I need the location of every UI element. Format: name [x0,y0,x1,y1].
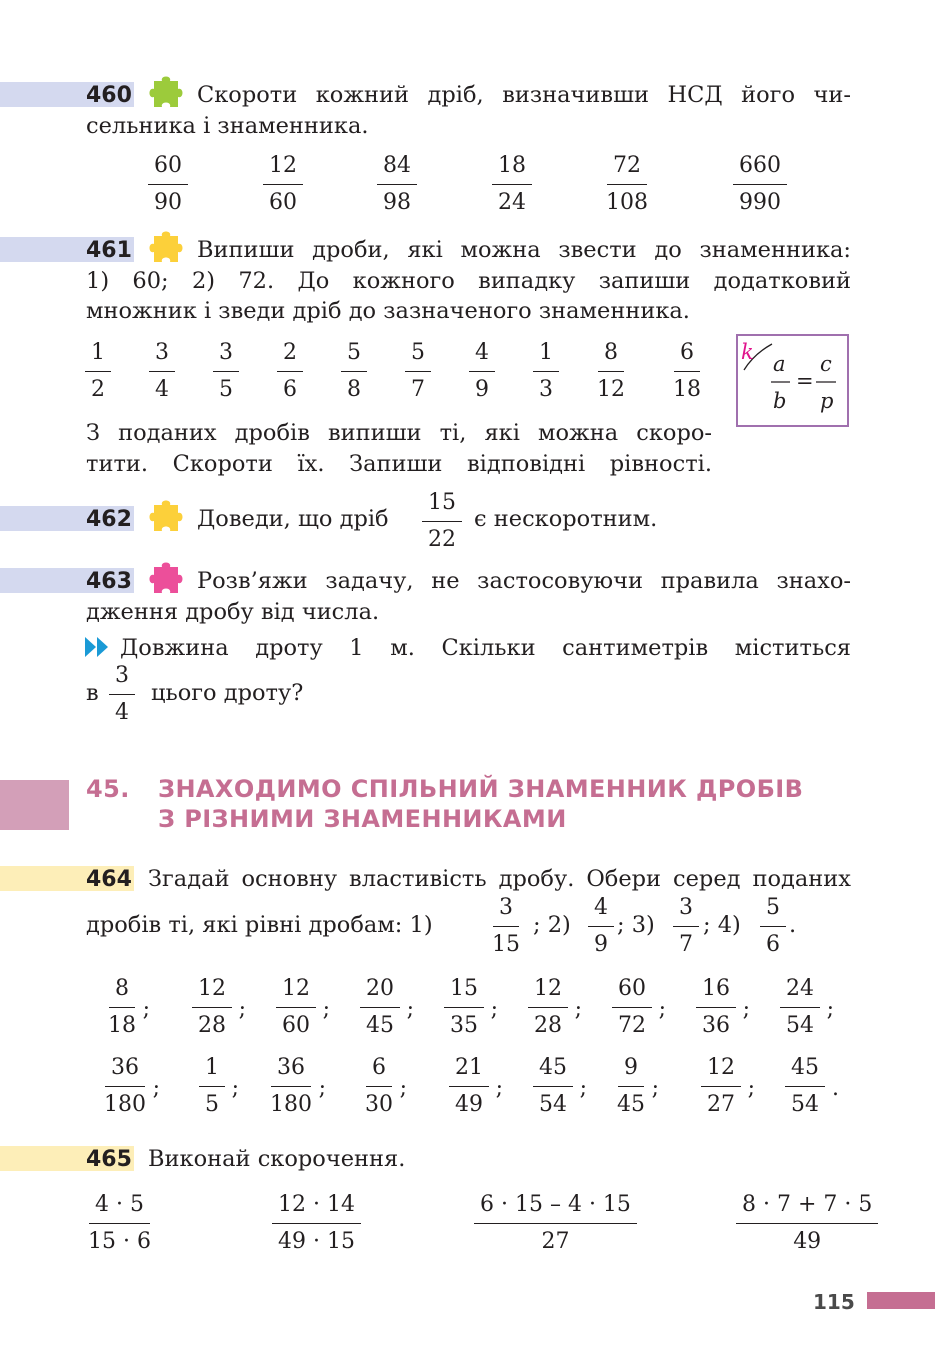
exercise-number: 465 [86,1147,132,1172]
separator: ; [399,1076,407,1101]
denominator: 8 [347,377,361,402]
fraction [263,151,303,218]
numerator: 3 [213,338,239,372]
denominator: 5 [219,377,233,402]
denominator: 36 [702,1013,730,1038]
section-title-line: З РІЗНИМИ ЗНАМЕННИКАМИ [158,805,567,833]
fraction [469,338,495,405]
numerator: 12 [701,1053,741,1087]
fraction [85,338,111,405]
numerator: 72 [607,151,647,185]
numerator: 60 [148,151,188,185]
page-number: 115 [813,1290,855,1314]
numerator: 20 [360,974,400,1008]
numerator: 8 [598,338,624,372]
numerator: 5 [341,338,367,372]
denominator: 27 [541,1229,570,1254]
numerator: 3 [109,661,135,695]
separator: ; 2) [533,912,571,938]
separator: ; [574,997,582,1022]
denominator: 54 [786,1013,814,1038]
fraction [405,338,431,405]
exercise-text: Згадай основну властивість дробу. Обери серед поданих [148,866,851,892]
fraction [785,1053,839,1120]
page-marker [867,1292,935,1309]
denominator: 9 [475,377,489,402]
green-puzzle-icon [146,75,186,115]
exercise-number: 461 [86,238,132,263]
fraction [492,151,532,218]
numerator: 36 [271,1053,311,1087]
fraction [148,151,188,218]
fraction [88,1190,151,1257]
fraction [104,1053,160,1120]
fraction [444,974,498,1041]
fraction [360,974,414,1041]
separator: ; [238,997,246,1022]
fraction [533,1053,587,1120]
denominator: 15 [492,932,520,957]
numerator: 12 [192,974,232,1008]
separator: ; [318,1076,326,1101]
numerator: 4 [469,338,495,372]
separator: ; [231,1076,239,1101]
separator: ; [742,997,750,1022]
denominator: 7 [679,932,693,957]
denominator: 180 [104,1092,146,1117]
fraction [606,151,648,218]
fraction [533,338,559,405]
numerator: 21 [449,1053,489,1087]
exercise-text: Розв’яжи задачу, не застосовуючи правила знахо- [197,568,851,594]
separator: . [789,912,797,938]
numerator: 24 [780,974,820,1008]
fraction [733,151,787,218]
numerator: 15 [444,974,484,1008]
numerator: 5 [760,893,786,927]
separator: ; [142,997,150,1022]
denominator: 45 [617,1092,645,1117]
denominator: 6 [283,377,297,402]
fraction [673,338,701,405]
rule-denominator: b [773,389,787,413]
exercise-text: 1) 60; 2) 72. До кожного випадку запиши додатковий [86,268,851,294]
separator: ; 3) [617,912,655,938]
denominator: 4 [115,700,129,725]
fraction [780,974,834,1041]
numerator: 9 [618,1053,644,1087]
numerator: 4 · 5 [89,1190,150,1224]
fraction [108,974,150,1041]
rule-numerator: a [773,352,786,376]
fraction [377,151,417,218]
denominator: 9 [594,932,608,957]
rule-equals: = [796,369,814,393]
separator: ; [826,997,834,1022]
separator: ; [495,1076,503,1101]
rule-denominator: p [820,389,834,413]
numerator: 1 [533,338,559,372]
denominator: 28 [534,1013,562,1038]
numerator: 6 [366,1053,392,1087]
denominator: 90 [154,190,182,215]
denominator: 60 [282,1013,310,1038]
numerator: 84 [377,151,417,185]
numerator: 16 [696,974,736,1008]
section-marker [0,780,69,830]
denominator: 15 · 6 [88,1229,151,1254]
fraction [760,893,786,960]
exercise-text: множник і зведи дріб до зазначеного знаменника. [86,298,690,324]
numerator: 8 · 7 + 7 · 5 [736,1190,878,1224]
pink-puzzle-icon [146,561,186,601]
denominator: 990 [739,190,781,215]
denominator: 35 [450,1013,478,1038]
numerator: 45 [533,1053,573,1087]
fraction [701,1053,755,1120]
exercise-number: 463 [86,569,132,594]
fraction [277,338,303,405]
separator: ; [490,997,498,1022]
rule-multiplier: k [741,340,754,364]
denominator: 2 [91,377,105,402]
separator: ; [579,1076,587,1101]
separator: ; [747,1076,755,1101]
denominator: 49 · 15 [278,1229,355,1254]
exercise-text: Доведи, що дріб [197,506,389,532]
denominator: 28 [198,1013,226,1038]
denominator: 54 [539,1092,567,1117]
fraction [736,1190,878,1257]
section-heading [86,774,804,833]
separator: ; [152,1076,160,1101]
fraction [199,1053,239,1120]
double-arrow-icon [85,637,109,657]
denominator: 49 [455,1092,483,1117]
denominator: 22 [428,527,456,552]
exercise-text: дження дробу від числа. [86,599,380,625]
fraction [422,488,462,555]
numerator: 1 [85,338,111,372]
numerator: 6 [674,338,700,372]
separator: ; [658,997,666,1022]
denominator: 4 [155,377,169,402]
numerator: 660 [733,151,787,185]
denominator: 30 [365,1092,393,1117]
denominator: 49 [793,1229,822,1254]
denominator: 54 [791,1092,819,1117]
fraction [109,661,135,728]
fraction [617,1053,659,1120]
fraction [673,893,699,960]
denominator: 7 [411,377,425,402]
numerator: 3 [673,893,699,927]
numerator: 36 [105,1053,145,1087]
exercise-text: Виконай скорочення. [148,1146,406,1172]
fraction [272,1190,361,1257]
exercise-text: З поданих дробів випиши ті, які можна скоро- [86,420,712,446]
denominator: 108 [606,190,648,215]
numerator: 45 [785,1053,825,1087]
numerator: 12 [528,974,568,1008]
exercise-text: в [86,680,99,706]
fraction [365,1053,407,1120]
numerator: 3 [493,893,519,927]
denominator: 24 [498,190,526,215]
fraction [149,338,175,405]
fraction [612,974,666,1041]
fraction-rule-box [736,334,849,427]
exercise-text: тити. Скороти їх. Запиши відповідні рівності. [86,451,712,477]
section-number: 45. [86,775,130,803]
numerator: 3 [149,338,175,372]
numerator: 8 [109,974,135,1008]
numerator: 2 [277,338,303,372]
separator: ; [322,997,330,1022]
denominator: 18 [108,1013,136,1038]
fraction [696,974,750,1041]
exercise-number: 460 [86,83,132,108]
exercise-text: Випиши дроби, які можна звести до знаменника: [197,237,851,263]
exercise-text: Скороти кожний дріб, визначивши НСД його чи- [197,82,851,108]
fraction [597,338,625,405]
fraction [213,338,239,405]
numerator: 5 [405,338,431,372]
denominator: 180 [270,1092,312,1117]
denominator: 6 [766,932,780,957]
denominator: 3 [539,377,553,402]
fraction [341,338,367,405]
exercise-number: 462 [86,507,132,532]
yellow-puzzle-icon [146,499,186,539]
numerator: 12 [263,151,303,185]
fraction [276,974,330,1041]
rule-numerator: c [820,352,832,376]
yellow-puzzle-icon [146,230,186,270]
separator: ; 4) [703,912,741,938]
denominator: 12 [597,377,625,402]
section-title-line: ЗНАХОДИМО СПІЛЬНИЙ ЗНАМЕННИК ДРОБІВ [158,775,804,803]
exercise-text: цього дроту? [151,680,304,706]
denominator: 98 [383,190,411,215]
separator: ; [651,1076,659,1101]
denominator: 27 [707,1092,735,1117]
fraction [474,1190,637,1257]
numerator: 18 [492,151,532,185]
numerator: 12 [276,974,316,1008]
numerator: 60 [612,974,652,1008]
denominator: 72 [618,1013,646,1038]
fraction [492,893,520,960]
numerator: 15 [422,488,462,522]
denominator: 45 [366,1013,394,1038]
denominator: 60 [269,190,297,215]
separator: ; [406,997,414,1022]
fraction [449,1053,503,1120]
exercise-number: 464 [86,867,132,892]
exercise-text: дробів ті, які рівні дробам: 1) [86,912,433,938]
denominator: 5 [205,1092,219,1117]
fraction [588,893,614,960]
numerator: 1 [199,1053,225,1087]
exercise-text: Довжина дроту 1 м. Скільки сантиметрів міститься [120,635,851,661]
fraction [270,1053,326,1120]
numerator: 6 · 15 – 4 · 15 [474,1190,637,1224]
numerator: 12 · 14 [272,1190,361,1224]
separator: . [832,1076,839,1101]
numerator: 4 [588,893,614,927]
denominator: 18 [673,377,701,402]
fraction [528,974,582,1041]
fraction [192,974,246,1041]
exercise-text: є нескоротним. [474,506,658,532]
exercise-text: сельника і знаменника. [86,113,369,139]
